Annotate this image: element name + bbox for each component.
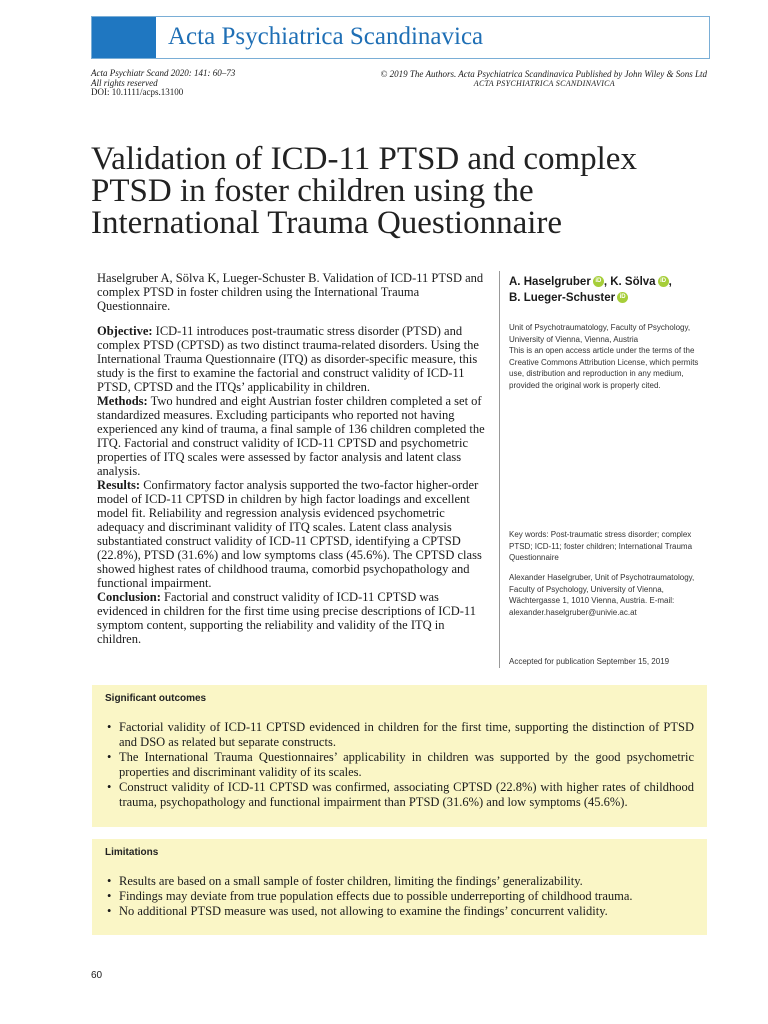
citation-line: Haselgruber A, Sölva K, Lueger-Schuster B. Validation of ICD-11 PTSD and complex PTSD in foster children using the International Trauma Questionnaire. — [97, 271, 484, 313]
copyright-meta — [381, 69, 707, 89]
list-item: • Findings may deviate from true population effects due to possible underreporting of childhood trauma. — [105, 889, 694, 904]
author-list — [509, 274, 704, 306]
abstract — [97, 271, 487, 646]
abstract-objective — [97, 324, 487, 394]
list-item: • No additional PTSD measure was used, not allowing to examine the findings’ concurrent validity. — [105, 904, 694, 919]
journal-citation: Acta Psychiatr Scand 2020: 141: 60–73 — [91, 68, 236, 78]
citation-meta — [91, 69, 235, 98]
significant-outcomes-list — [105, 720, 694, 810]
conclusion-label: Conclusion: — [97, 590, 161, 604]
affiliation — [509, 322, 704, 391]
copyright: © 2019 The Authors. Acta Psychiatrica Scandinavica Published by John Wiley & Sons Ltd — [380, 69, 707, 79]
rights-reserved: All rights reserved — [91, 77, 158, 88]
author-solva[interactable]: , K. Sölva — [603, 276, 656, 288]
journal-banner — [91, 16, 710, 59]
list-item: • The International Trauma Questionnaires’ applicability in children was supported by the good psychometric properties and discriminant validity of its scales. — [105, 750, 694, 780]
methods-label: Methods: — [97, 394, 148, 408]
objective-text: ICD-11 introduces post-traumatic stress disorder (PTSD) and complex PTSD (CPTSD) as two distinct trauma-related disorders. Using the International Trauma Questionnaire (ITQ) as disorder-specific measure, this study is the first to examine the factorial and construct validity of ICD-11 PTSD, CPTSD and the ITQs’ applicability in children. — [97, 324, 479, 394]
methods-text: Two hundred and eight Austrian foster children completed a set of standardized measures. Excluding participants who reported not having experienced any kind of trauma, a final sample of 136 children completed the ITQ. Factorial and construct validity of ICD-11 CPTSD and psychometric properties of ITQ scales were assessed by factor analysis and latent class analysis. — [97, 394, 485, 478]
author-haselgruber[interactable]: A. Haselgruber — [509, 276, 591, 288]
correspondence: Alexander Haselgruber, Unit of Psychotraumatology, Faculty of Psychology, University of Vienna, Wächtergasse 1, 1010 Vienna, Austria. E-mail: alexander.haselgruber@univie.ac.at — [509, 573, 695, 617]
abstract-conclusion — [97, 590, 487, 646]
accepted-date: Accepted for publication September 15, 2019 — [509, 657, 670, 666]
orcid-icon[interactable]: iD — [593, 276, 604, 287]
orcid-icon[interactable]: iD — [617, 292, 628, 303]
significant-outcomes-heading: Significant outcomes — [105, 693, 207, 704]
abstract-results — [97, 478, 487, 590]
significant-outcomes-box — [92, 685, 707, 827]
limitations-list — [105, 874, 694, 919]
doi[interactable]: DOI: 10.1111/acps.13100 — [91, 87, 184, 97]
keywords: Key words: Post-traumatic stress disorder; complex PTSD; ICD-11; foster children; International Trauma Questionnaire — [509, 530, 693, 562]
limitations-box — [92, 839, 707, 935]
journal-subheader: ACTA PSYCHIATRICA SCANDINAVICA — [473, 79, 615, 88]
author-separator: , — [668, 276, 672, 288]
conclusion-text: Factorial and construct validity of ICD-11 CPTSD was evidenced in children for the first time using precise descriptions of ICD-11 symptom content, supporting the reliability and validity of the ITQ in children. — [97, 590, 476, 646]
limitations-heading: Limitations — [105, 847, 159, 858]
list-item: • Construct validity of ICD-11 CPTSD was confirmed, associating CPTSD (22.8%) with higher rates of childhood trauma, psychopathology and functional impairment than PTSD (31.6%) and low symptoms (45.6%). — [105, 780, 694, 810]
affiliation-unit: Unit of Psychotraumatology, Faculty of Psychology, University of Vienna, Vienna, Austria — [509, 323, 691, 344]
results-text: Confirmatory factor analysis supported the two-factor higher-order model of ICD-11 CPTSD in children by high factor loadings and excellent model fit. Reliability and regression analysis evidenced psychometric adequacy and discriminant validity of ITQ scales. Latent class analysis substantiated construct validity of ICD-11 CPTSD, identifying a CPTSD (22.8%), PTSD (31.6%) and low symptoms class (45.6%). The CPTSD class showed highest rates of childhood trauma, comorbid psychopathology and functional impairment. — [97, 478, 482, 590]
journal-name: Acta Psychiatrica Scandinavica — [168, 23, 484, 50]
page-number: 60 — [91, 970, 103, 981]
license-note: This is an open access article under the terms of the Creative Commons Attribution License, which permits use, distribution and reproduction in any medium, provided the original work is properly cited. — [509, 346, 699, 390]
results-label: Results: — [97, 478, 141, 492]
column-divider — [499, 271, 500, 668]
journal-color-block — [92, 17, 156, 58]
objective-label: Objective: — [97, 324, 153, 338]
list-item: • Factorial validity of ICD-11 CPTSD evidenced in children for the first time, supporting the distinction of PTSD and DSO as related but separate constructs. — [105, 720, 694, 750]
list-item: • Results are based on a small sample of foster children, limiting the findings’ generalizability. — [105, 874, 694, 889]
author-sidebar — [509, 274, 704, 666]
abstract-methods — [97, 394, 487, 478]
article-title: Validation of ICD-11 PTSD and complex PTSD in foster children using the International Trauma Questionnaire — [91, 141, 637, 241]
orcid-icon[interactable]: iD — [658, 276, 669, 287]
author-lueger-schuster[interactable]: B. Lueger-Schuster — [509, 292, 616, 304]
